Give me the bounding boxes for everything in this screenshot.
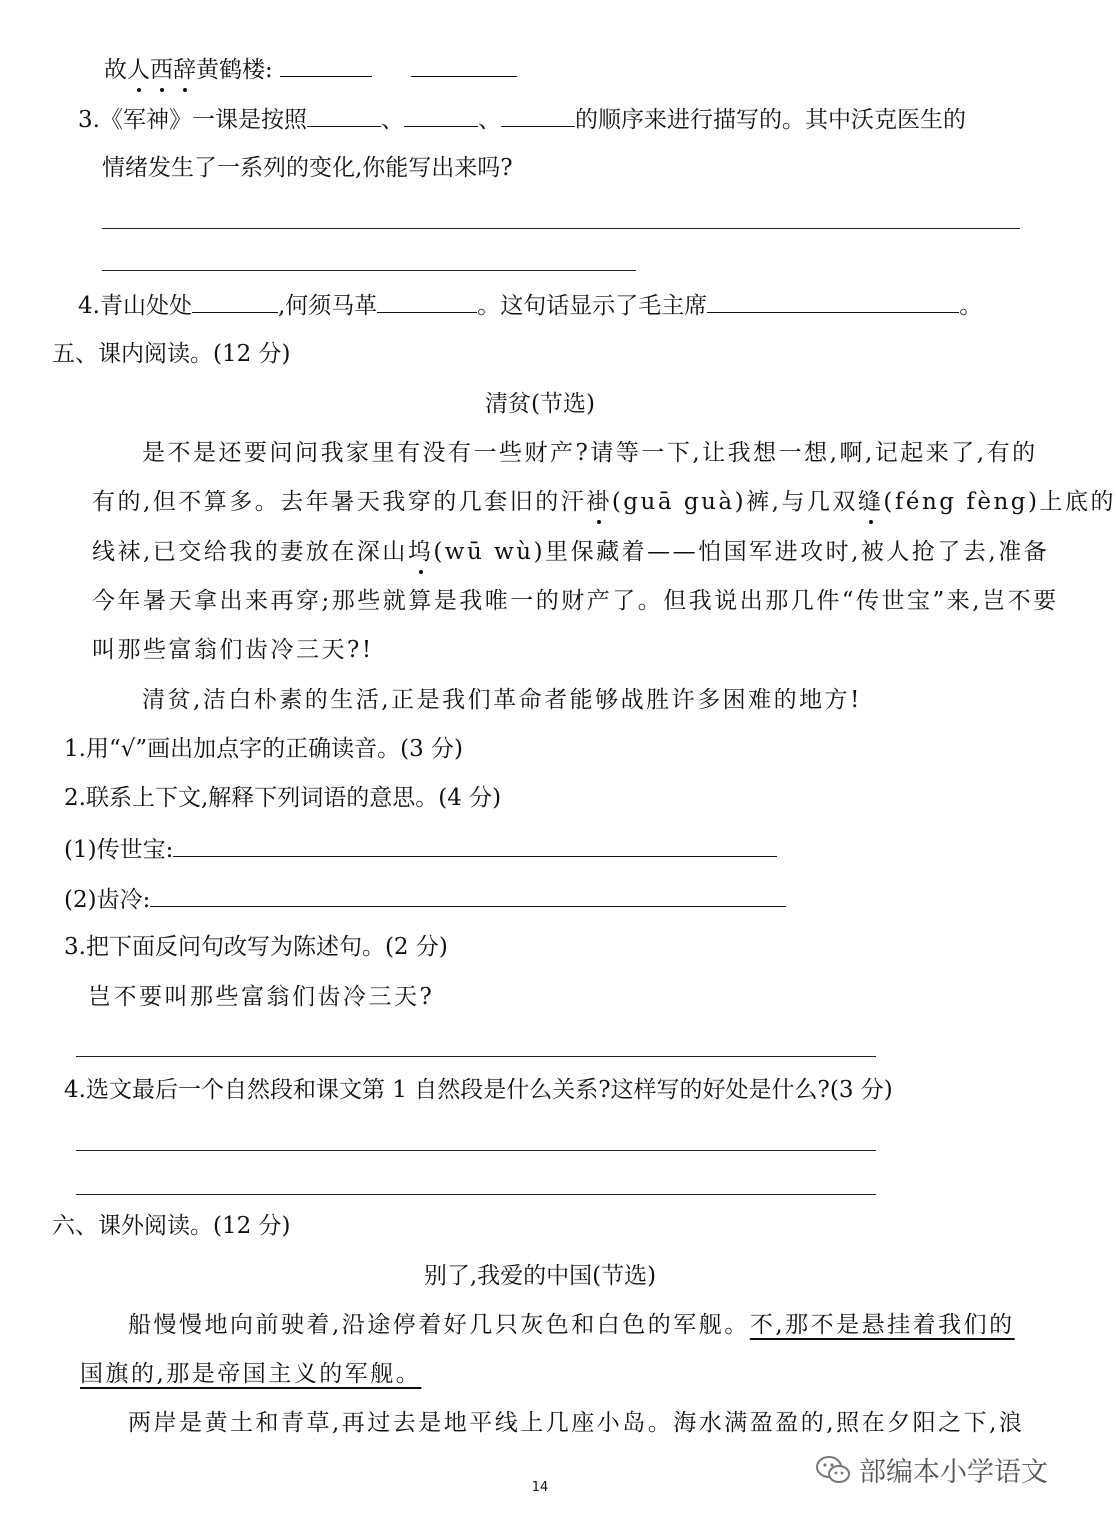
poem-colon: : — [265, 57, 273, 83]
wechat-icon — [815, 1455, 851, 1485]
question-5-1: 1.用“√”画出加点字的正确读音。(3 分) — [64, 736, 464, 762]
passage-title: 清贫(节选) — [485, 391, 595, 417]
separator: 、 — [380, 107, 404, 133]
answer-line[interactable] — [102, 270, 636, 271]
passage-line: 是不是还要问问我家里有没有一些财产?请等一下,让我想一想,啊,记起来了,有的 — [142, 440, 1038, 466]
passage-line: 今年暑天拿出来再穿;那些就算是我唯一的财产了。但我说出那几件“传世宝”来,岂不要 — [92, 588, 1059, 614]
answer-blank[interactable] — [501, 102, 575, 127]
question-3 — [78, 102, 966, 136]
question-text: ,何须马革 — [277, 293, 378, 319]
answer-blank[interactable] — [707, 288, 959, 313]
answer-blank[interactable] — [173, 832, 777, 857]
answer-line[interactable] — [102, 228, 1020, 229]
passage-text: (wū wù)里保藏着——怕国军进攻时,被人抢了去,准备 — [433, 539, 1050, 565]
poem-char: 鹤 — [219, 57, 242, 83]
passage-line: 两岸是黄土和青草,再过去是地平线上几座小岛。海水满盈盈的,照在夕阳之下,浪 — [128, 1410, 1025, 1436]
dotted-char: 缝 — [858, 486, 884, 518]
poem-char-dotted: 人 — [127, 54, 150, 86]
answer-blank[interactable] — [377, 288, 477, 313]
question-text: (2)齿冷: — [64, 887, 151, 913]
answer-blank[interactable] — [307, 102, 381, 127]
separator: 、 — [477, 107, 501, 133]
answer-line[interactable] — [76, 1150, 876, 1151]
poem-char-dotted: 西 — [150, 54, 173, 86]
dotted-char: 褂 — [586, 486, 612, 518]
passage-title: 别了,我爱的中国(节选) — [423, 1263, 657, 1289]
underlined-sentence: 国旗的,那是帝国主义的军舰。 — [80, 1361, 422, 1387]
question-5-3-sentence: 岂不要叫那些富翁们齿冷三天? — [88, 984, 435, 1010]
question-5-3: 3.把下面反问句改写为陈述句。(2 分) — [64, 934, 448, 960]
poem-char: 故 — [104, 57, 127, 83]
answer-blank[interactable] — [192, 288, 278, 313]
answer-line[interactable] — [76, 1194, 876, 1195]
passage-text: (guā guà)裤,与几双 — [611, 489, 858, 515]
poem-line — [104, 52, 517, 86]
page-number: 14 — [531, 1480, 549, 1495]
question-text: (1)传世宝: — [64, 837, 174, 863]
answer-line[interactable] — [76, 1056, 876, 1057]
section-6-heading: 六、课外阅读。(12 分) — [52, 1213, 291, 1239]
answer-blank[interactable] — [404, 102, 478, 127]
question-text: 。 — [959, 293, 983, 319]
answer-blank[interactable] — [150, 882, 786, 907]
question-text: 4.青山处处 — [78, 293, 192, 319]
passage-line — [92, 536, 1049, 568]
dotted-char: 坞 — [408, 536, 434, 568]
watermark — [815, 1450, 1048, 1489]
question-text: 。这句话显示了毛主席 — [477, 293, 708, 319]
passage-line: 叫那些富翁们齿冷三天?! — [92, 637, 374, 663]
passage-line — [92, 486, 1116, 518]
answer-blank[interactable] — [411, 52, 517, 77]
passage-line — [128, 1309, 1015, 1341]
passage-text: (féng fèng)上底的 — [883, 489, 1116, 515]
poem-char: 黄 — [196, 57, 219, 83]
question-3-line2: 情绪发生了一系列的变化,你能写出来吗? — [102, 155, 513, 181]
poem-char-dotted: 辞 — [173, 54, 196, 86]
underlined-sentence: 不,那不是悬挂着我们的 — [749, 1312, 1015, 1338]
question-5-2b — [64, 882, 786, 916]
question-text: 的顺序来进行描写的。其中沃克医生的 — [574, 107, 966, 133]
question-5-4: 4.选文最后一个自然段和课文第 1 自然段是什么关系?这样写的好处是什么?(3 分) — [64, 1077, 893, 1103]
question-text: 3.《军神》一课是按照 — [78, 107, 307, 133]
answer-blank[interactable] — [280, 52, 372, 77]
passage-line: 清贫,洁白朴素的生活,正是我们革命者能够战胜许多困难的地方! — [142, 687, 862, 713]
passage-text: 有的,但不算多。去年暑天我穿的几套旧的汗 — [92, 489, 587, 515]
poem-char: 楼 — [242, 57, 265, 83]
passage-text: 线袜,已交给我的妻放在深山 — [92, 539, 408, 565]
section-5-heading: 五、课内阅读。(12 分) — [52, 341, 291, 367]
watermark-text: 部编本小学语文 — [859, 1457, 1048, 1488]
passage-text: 船慢慢地向前驶着,沿途停着好几只灰色和白色的军舰。 — [128, 1312, 750, 1338]
question-4 — [78, 288, 982, 322]
question-5-2: 2.联系上下文,解释下列词语的意思。(4 分) — [64, 785, 502, 811]
question-5-2a — [64, 832, 777, 866]
